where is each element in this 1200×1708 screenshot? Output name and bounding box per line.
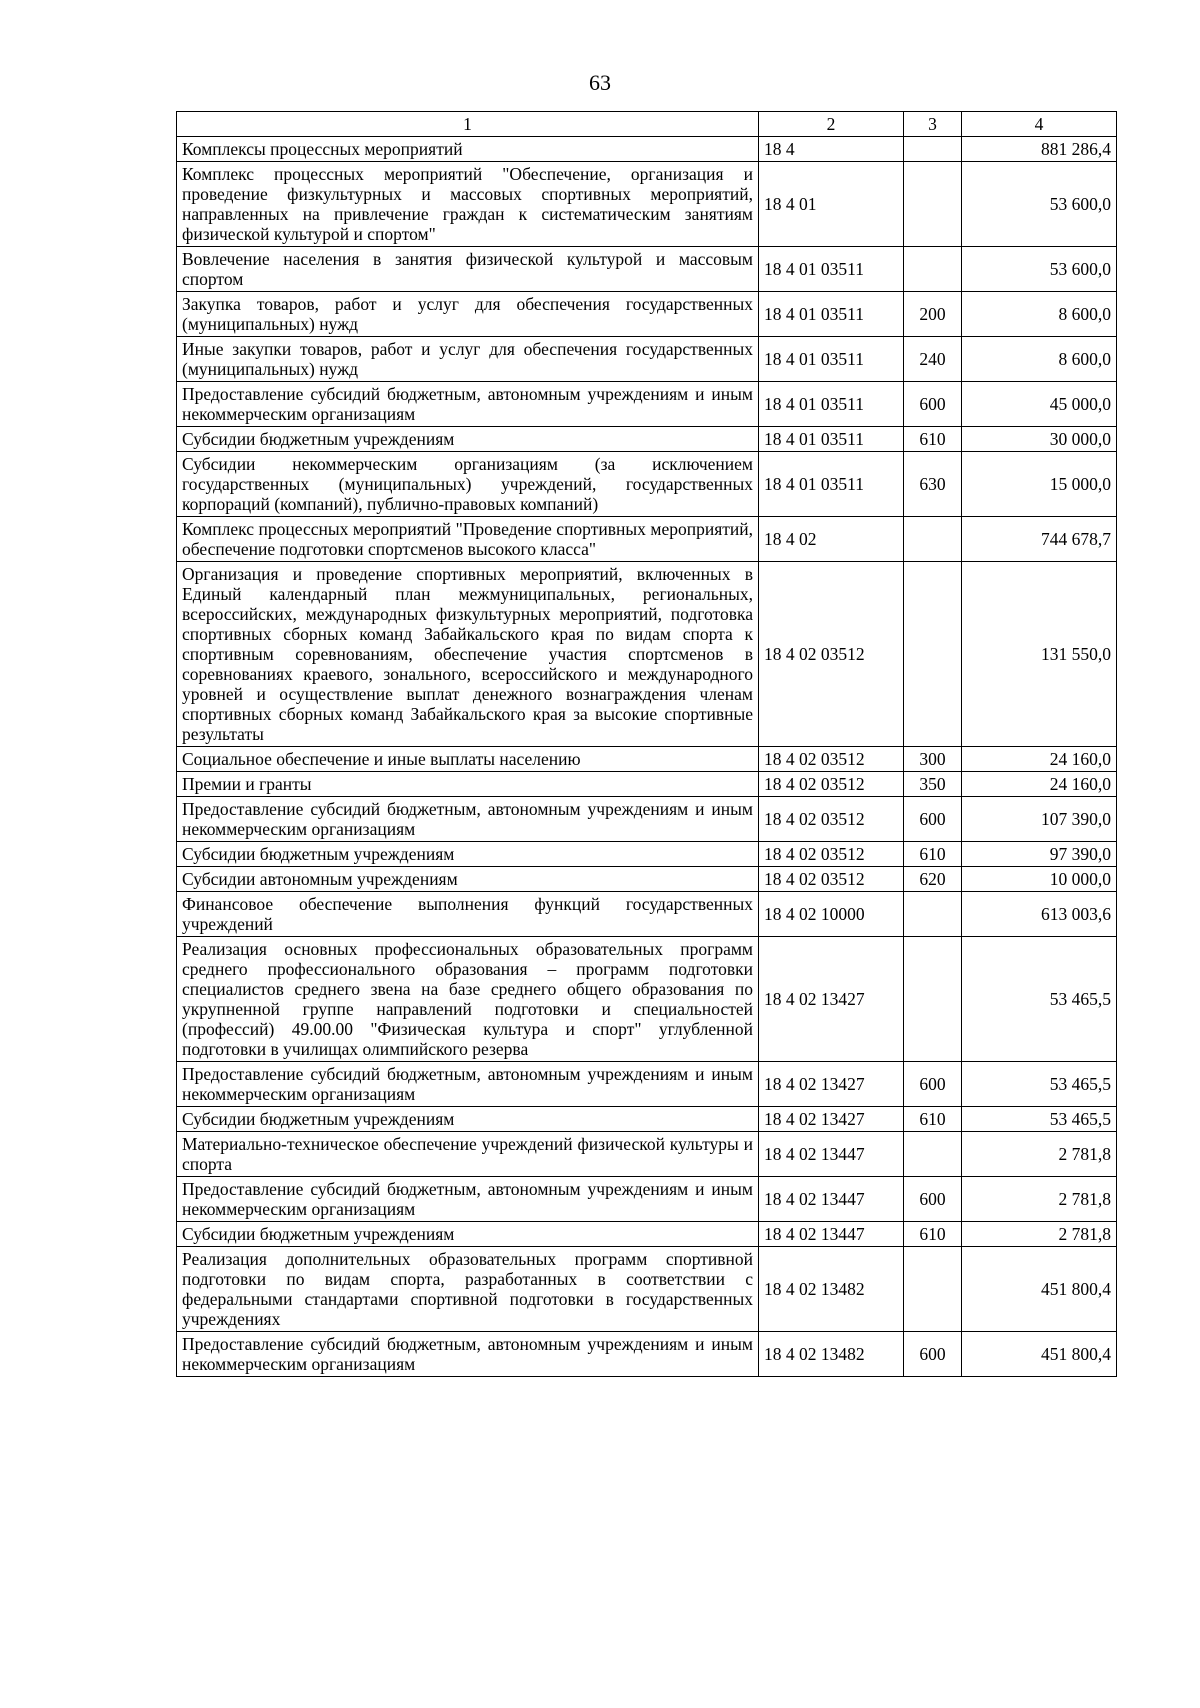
row-code-cell: 18 4 02 13447 xyxy=(759,1132,904,1177)
row-code-cell: 18 4 02 13447 xyxy=(759,1177,904,1222)
table-row xyxy=(177,1332,1117,1377)
row-amount-cell: 53 600,0 xyxy=(962,162,1117,247)
row-name-cell: Предоставление субсидий бюджетным, автономным учреждениям и иным некоммерческим организациям xyxy=(177,382,759,427)
row-expense-type-cell: 600 xyxy=(904,1062,962,1107)
row-code-cell: 18 4 01 03511 xyxy=(759,337,904,382)
row-name-cell: Комплексы процессных мероприятий xyxy=(177,137,759,162)
row-expense-type-cell: 620 xyxy=(904,867,962,892)
table-row xyxy=(177,562,1117,747)
row-amount-cell: 24 160,0 xyxy=(962,772,1117,797)
row-name-cell: Иные закупки товаров, работ и услуг для обеспечения государственных (муниципальных) нужд xyxy=(177,337,759,382)
row-name-cell: Субсидии бюджетным учреждениям xyxy=(177,1222,759,1247)
row-amount-cell: 53 600,0 xyxy=(962,247,1117,292)
row-code-cell: 18 4 02 13427 xyxy=(759,1062,904,1107)
row-amount-cell: 15 000,0 xyxy=(962,452,1117,517)
row-code-cell: 18 4 02 03512 xyxy=(759,772,904,797)
table-row xyxy=(177,337,1117,382)
row-expense-type-cell: 610 xyxy=(904,427,962,452)
row-amount-cell: 97 390,0 xyxy=(962,842,1117,867)
row-expense-type-cell: 600 xyxy=(904,1177,962,1222)
row-code-cell: 18 4 02 03512 xyxy=(759,562,904,747)
row-amount-cell: 744 678,7 xyxy=(962,517,1117,562)
table-body xyxy=(177,137,1117,1377)
row-code-cell: 18 4 02 10000 xyxy=(759,892,904,937)
row-expense-type-cell: 630 xyxy=(904,452,962,517)
row-name-cell: Предоставление субсидий бюджетным, автономным учреждениям и иным некоммерческим организациям xyxy=(177,1332,759,1377)
row-name-cell: Материально-техническое обеспечение учреждений физической культуры и спорта xyxy=(177,1132,759,1177)
header-row xyxy=(177,112,1117,137)
row-code-cell: 18 4 02 13427 xyxy=(759,1107,904,1132)
row-amount-cell: 8 600,0 xyxy=(962,292,1117,337)
table-row xyxy=(177,517,1117,562)
row-expense-type-cell xyxy=(904,1132,962,1177)
row-expense-type-cell: 610 xyxy=(904,1222,962,1247)
row-name-cell: Финансовое обеспечение выполнения функций государственных учреждений xyxy=(177,892,759,937)
row-amount-cell: 107 390,0 xyxy=(962,797,1117,842)
row-code-cell: 18 4 01 03511 xyxy=(759,292,904,337)
table-row xyxy=(177,292,1117,337)
row-expense-type-cell xyxy=(904,1247,962,1332)
row-expense-type-cell: 610 xyxy=(904,1107,962,1132)
row-amount-cell: 10 000,0 xyxy=(962,867,1117,892)
row-expense-type-cell xyxy=(904,162,962,247)
table-row xyxy=(177,842,1117,867)
row-name-cell: Премии и гранты xyxy=(177,772,759,797)
row-code-cell: 18 4 01 xyxy=(759,162,904,247)
row-name-cell: Субсидии автономным учреждениям xyxy=(177,867,759,892)
row-name-cell: Комплекс процессных мероприятий "Обеспечение, организация и проведение физкультурных и массовых спортивных мероприятий, направленных на привлечение граждан к систематическим занятиям физической культурой и спортом" xyxy=(177,162,759,247)
row-amount-cell: 53 465,5 xyxy=(962,1062,1117,1107)
table-row xyxy=(177,937,1117,1062)
row-expense-type-cell xyxy=(904,247,962,292)
row-code-cell: 18 4 xyxy=(759,137,904,162)
row-code-cell: 18 4 01 03511 xyxy=(759,382,904,427)
row-amount-cell: 53 465,5 xyxy=(962,937,1117,1062)
table-row xyxy=(177,247,1117,292)
table-row xyxy=(177,747,1117,772)
row-amount-cell: 8 600,0 xyxy=(962,337,1117,382)
row-name-cell: Предоставление субсидий бюджетным, автономным учреждениям и иным некоммерческим организациям xyxy=(177,1177,759,1222)
row-expense-type-cell: 610 xyxy=(904,842,962,867)
row-code-cell: 18 4 02 13447 xyxy=(759,1222,904,1247)
row-amount-cell: 24 160,0 xyxy=(962,747,1117,772)
row-name-cell: Комплекс процессных мероприятий "Проведение спортивных мероприятий, обеспечение подготовки спортсменов высокого класса" xyxy=(177,517,759,562)
table-row xyxy=(177,382,1117,427)
row-name-cell: Субсидии бюджетным учреждениям xyxy=(177,1107,759,1132)
row-code-cell: 18 4 02 03512 xyxy=(759,747,904,772)
row-code-cell: 18 4 02 03512 xyxy=(759,797,904,842)
row-name-cell: Реализация основных профессиональных образовательных программ среднего профессионального образования – программ подготовки специалистов среднего звена на базе среднего общего образования по укрупненной группе направлений подготовки и специальностей (профессий) 49.00.00 "Физическая культура и спорт" углубленной подготовки в училищах олимпийского резерва xyxy=(177,937,759,1062)
row-code-cell: 18 4 02 13482 xyxy=(759,1247,904,1332)
row-amount-cell: 2 781,8 xyxy=(962,1222,1117,1247)
table-row xyxy=(177,137,1117,162)
row-amount-cell: 451 800,4 xyxy=(962,1247,1117,1332)
row-name-cell: Предоставление субсидий бюджетным, автономным учреждениям и иным некоммерческим организациям xyxy=(177,797,759,842)
row-name-cell: Субсидии бюджетным учреждениям xyxy=(177,427,759,452)
table-row xyxy=(177,1107,1117,1132)
header-col-1: 1 xyxy=(177,112,759,137)
row-amount-cell: 613 003,6 xyxy=(962,892,1117,937)
table-row xyxy=(177,162,1117,247)
row-amount-cell: 45 000,0 xyxy=(962,382,1117,427)
row-name-cell: Реализация дополнительных образовательных программ спортивной подготовки по видам спорта, разработанных в соответствии с федеральными стандартами спортивной подготовки в государственных учреждениях xyxy=(177,1247,759,1332)
table-row xyxy=(177,797,1117,842)
row-expense-type-cell: 200 xyxy=(904,292,962,337)
row-expense-type-cell xyxy=(904,517,962,562)
row-code-cell: 18 4 02 03512 xyxy=(759,867,904,892)
row-name-cell: Предоставление субсидий бюджетным, автономным учреждениям и иным некоммерческим организациям xyxy=(177,1062,759,1107)
row-code-cell: 18 4 01 03511 xyxy=(759,247,904,292)
budget-table xyxy=(176,111,1117,1377)
row-name-cell: Закупка товаров, работ и услуг для обеспечения государственных (муниципальных) нужд xyxy=(177,292,759,337)
row-expense-type-cell xyxy=(904,937,962,1062)
row-code-cell: 18 4 02 13427 xyxy=(759,937,904,1062)
row-expense-type-cell: 240 xyxy=(904,337,962,382)
table-row xyxy=(177,1062,1117,1107)
row-amount-cell: 30 000,0 xyxy=(962,427,1117,452)
row-expense-type-cell: 600 xyxy=(904,382,962,427)
table-row xyxy=(177,1222,1117,1247)
row-amount-cell: 2 781,8 xyxy=(962,1177,1117,1222)
header-col-3: 3 xyxy=(904,112,962,137)
row-amount-cell: 451 800,4 xyxy=(962,1332,1117,1377)
table-row xyxy=(177,427,1117,452)
table-row xyxy=(177,1177,1117,1222)
row-amount-cell: 131 550,0 xyxy=(962,562,1117,747)
row-expense-type-cell: 600 xyxy=(904,797,962,842)
row-code-cell: 18 4 02 xyxy=(759,517,904,562)
row-expense-type-cell: 300 xyxy=(904,747,962,772)
row-code-cell: 18 4 02 13482 xyxy=(759,1332,904,1377)
row-name-cell: Социальное обеспечение и иные выплаты населению xyxy=(177,747,759,772)
table-row xyxy=(177,892,1117,937)
row-name-cell: Субсидии бюджетным учреждениям xyxy=(177,842,759,867)
row-code-cell: 18 4 02 03512 xyxy=(759,842,904,867)
table-row xyxy=(177,1132,1117,1177)
row-expense-type-cell: 600 xyxy=(904,1332,962,1377)
row-amount-cell: 2 781,8 xyxy=(962,1132,1117,1177)
row-expense-type-cell xyxy=(904,137,962,162)
row-name-cell: Субсидии некоммерческим организациям (за исключением государственных (муниципальных) учреждений, государственных корпораций (компаний), публично-правовых компаний) xyxy=(177,452,759,517)
table-row xyxy=(177,772,1117,797)
row-code-cell: 18 4 01 03511 xyxy=(759,452,904,517)
row-amount-cell: 881 286,4 xyxy=(962,137,1117,162)
row-amount-cell: 53 465,5 xyxy=(962,1107,1117,1132)
row-name-cell: Организация и проведение спортивных мероприятий, включенных в Единый календарный план межмуниципальных, региональных, всероссийских, международных физкультурных мероприятий, подготовка спортивных сборных команд Забайкальского края по видам спорта к спортивным соревнованиям, обеспечение участия спортсменов в соревнованиях краевого, зонального, всероссийского и международного уровней и осуществление выплат денежного вознаграждения членам спортивных сборных команд Забайкальского края за высокие спортивные результаты xyxy=(177,562,759,747)
table-header xyxy=(177,112,1117,137)
row-expense-type-cell xyxy=(904,562,962,747)
header-col-4: 4 xyxy=(962,112,1117,137)
table-row xyxy=(177,452,1117,517)
header-col-2: 2 xyxy=(759,112,904,137)
row-expense-type-cell: 350 xyxy=(904,772,962,797)
row-name-cell: Вовлечение населения в занятия физической культурой и массовым спортом xyxy=(177,247,759,292)
table-row xyxy=(177,1247,1117,1332)
page-number: 63 xyxy=(589,70,611,95)
row-code-cell: 18 4 01 03511 xyxy=(759,427,904,452)
table-row xyxy=(177,867,1117,892)
row-expense-type-cell xyxy=(904,892,962,937)
